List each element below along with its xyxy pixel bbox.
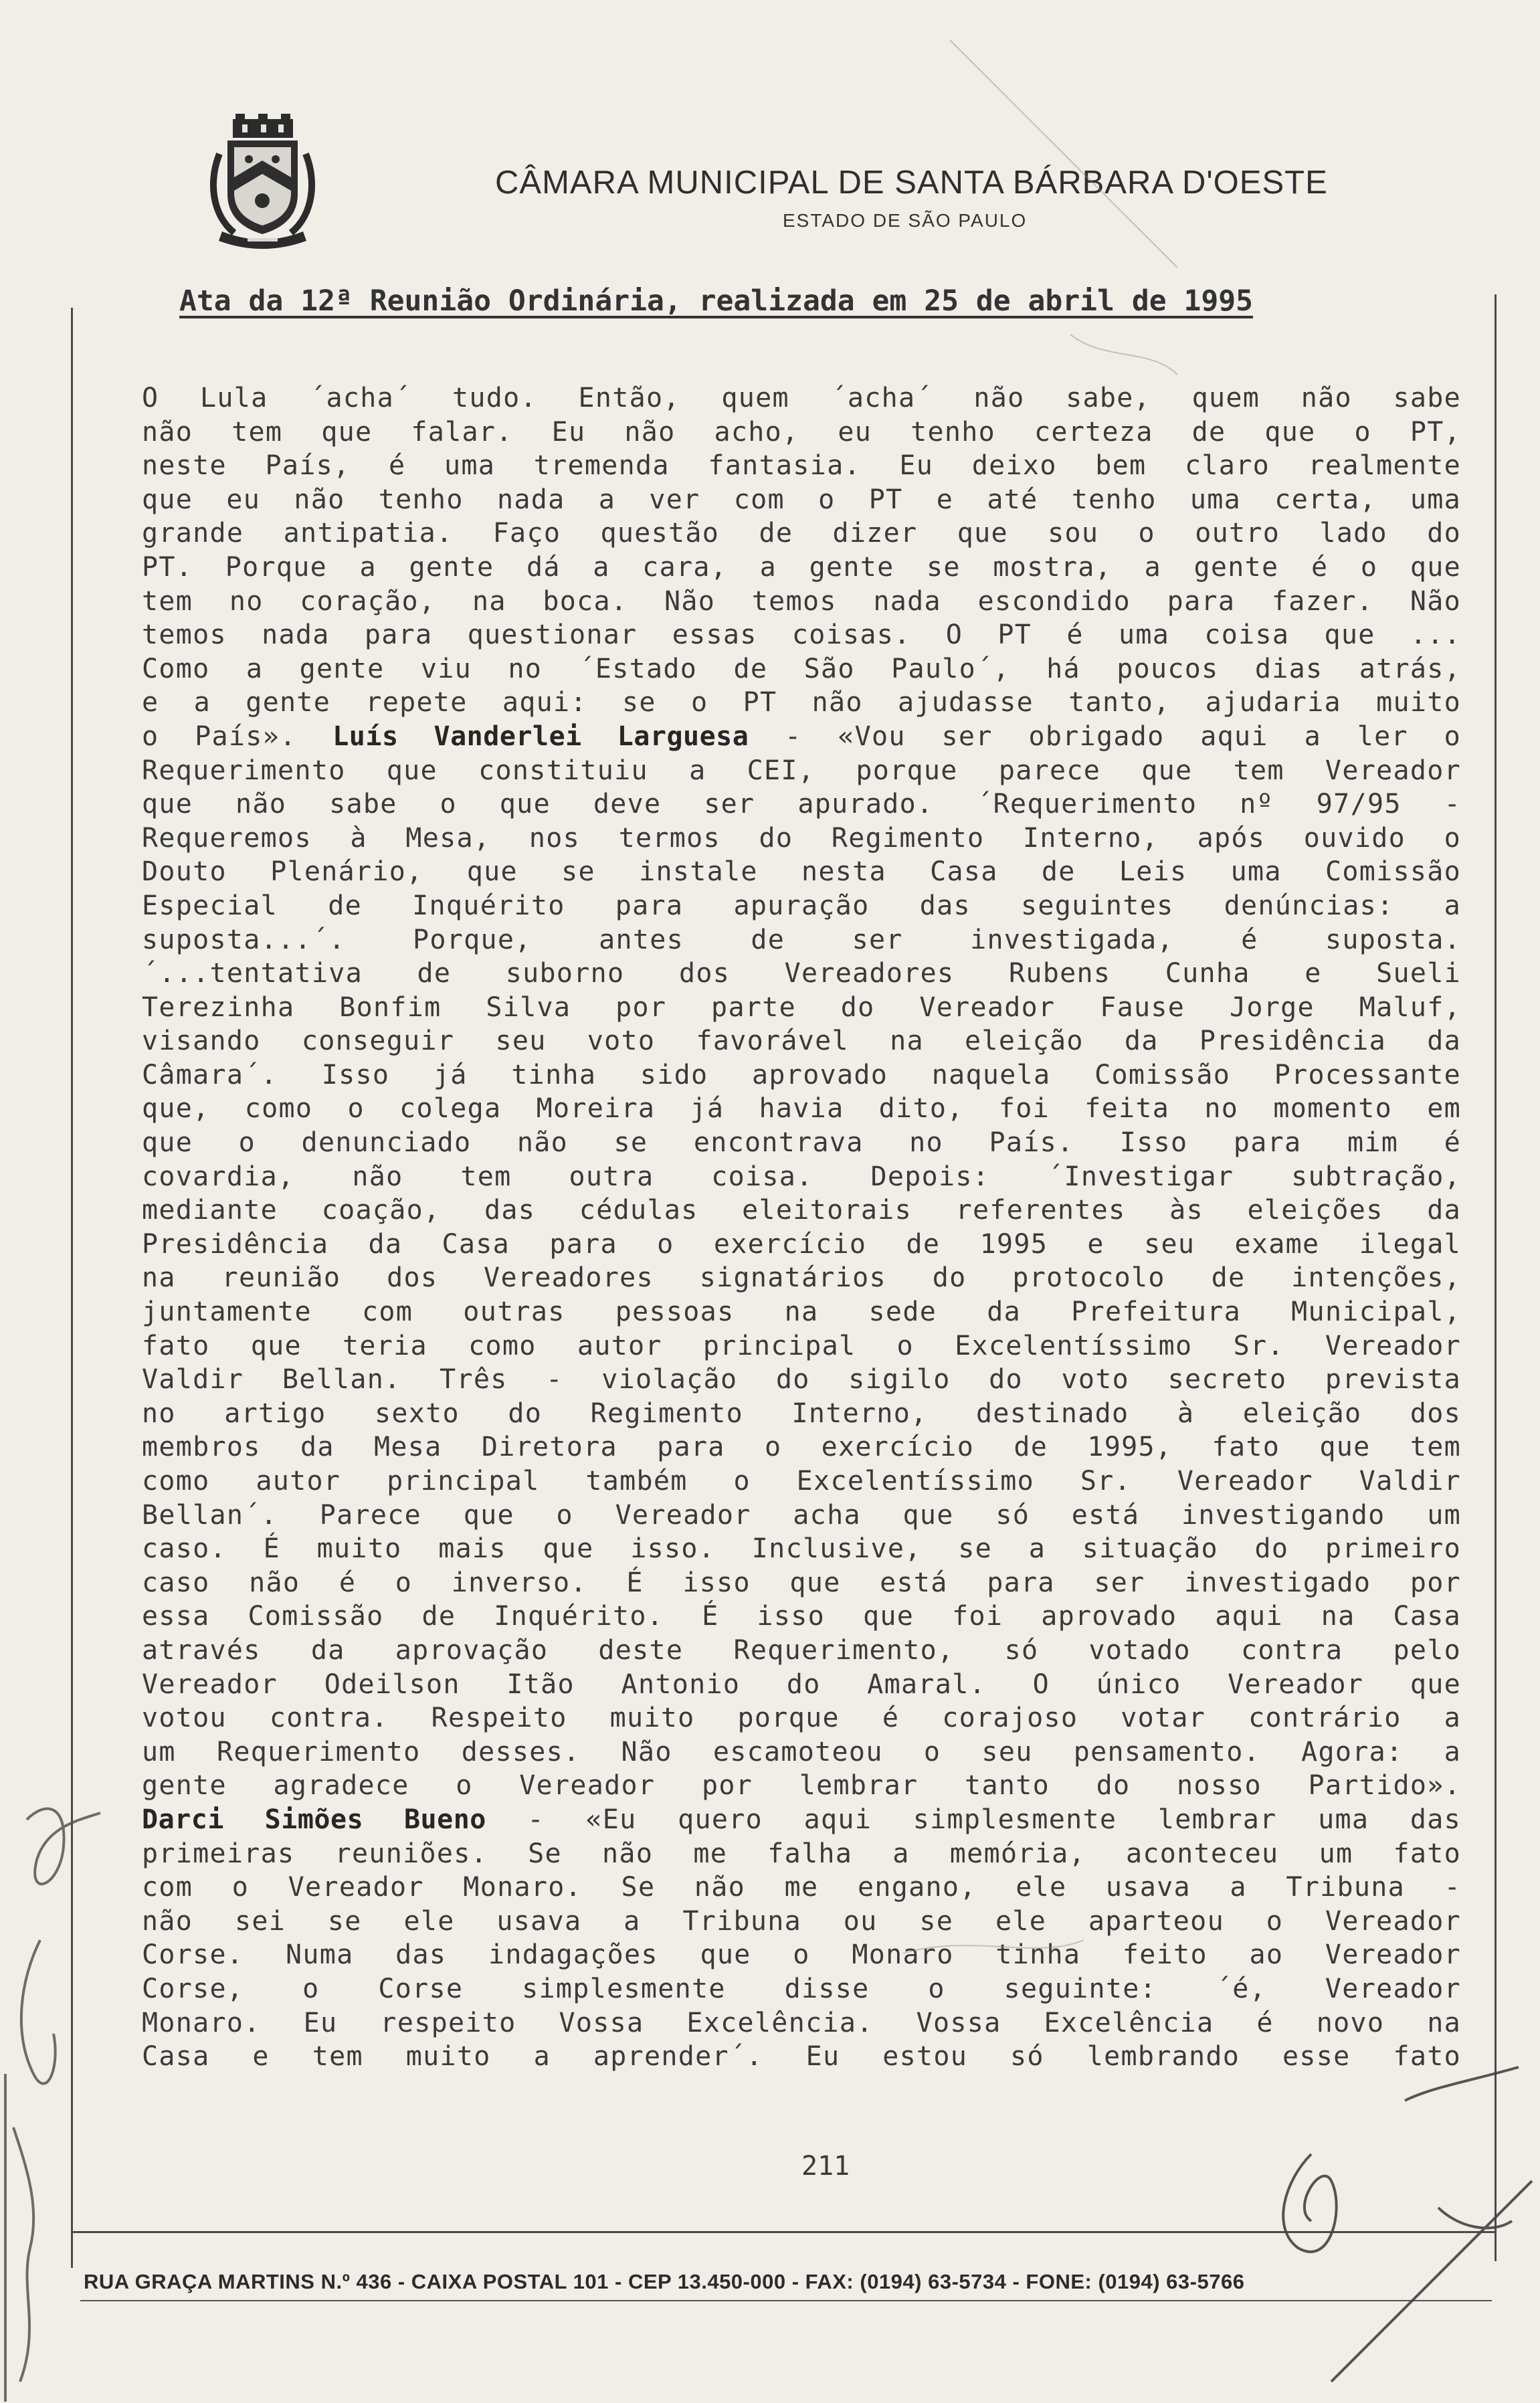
text-line: no artigo sexto do Regimento Interno, destinado à eleição dos: [142, 1398, 1461, 1429]
municipal-coat-of-arms: [207, 114, 318, 251]
text-line: um Requerimento desses. Não escamoteou o seu pensamento. Agora: a: [142, 1736, 1461, 1767]
text-line: ´...tentativa de suborno dos Vereadores Rubens Cunha e Sueli: [142, 958, 1461, 989]
text-fragment: o País».: [142, 720, 333, 752]
right-margin-rule: [1495, 294, 1497, 2261]
signature-left-margin: [5, 1809, 100, 2402]
text-line: que eu não tenho nada a ver com o PT e até tenho uma certa, uma: [142, 484, 1461, 515]
text-line: neste País, é uma tremenda fantasia. Eu deixo bem claro realmente: [142, 450, 1461, 482]
text-line: mediante coação, das cédulas eleitorais referentes às eleições da: [142, 1195, 1461, 1226]
left-margin-rule: [71, 308, 73, 2268]
text-line: Especial de Inquérito para apuração das seguintes denúncias: a: [142, 890, 1461, 921]
text-line: [142, 1803, 1461, 1837]
text-line: que não sabe o que deve ser apurado. ´Requerimento nº 97/95 -: [142, 789, 1461, 820]
institution-name: CÂMARA MUNICIPAL DE SANTA BÁRBARA D'OESTE: [495, 165, 1328, 201]
address-footer: RUA GRAÇA MARTINS N.º 436 - CAIXA POSTAL 101 - CEP 13.450-000 - FAX: (0194) 63-5734 - FONE: (0194) 63-5766: [84, 2270, 1245, 2293]
text-line: juntamente com outras pessoas na sede da Prefeitura Municipal,: [142, 1296, 1461, 1328]
text-line: visando conseguir seu voto favorável na eleição da Presidência da: [142, 1026, 1461, 1057]
page-number: 211: [801, 2151, 850, 2182]
text-line: que, como o colega Moreira já havia dito, foi feita no momento em: [142, 1093, 1461, 1125]
text-line: caso. É muito mais que isso. Inclusive, se a situação do primeiro: [142, 1533, 1461, 1565]
text-line: Terezinha Bonfim Silva por parte do Vereador Fause Jorge Maluf,: [142, 991, 1461, 1023]
text-line: tem no coração, na boca. Não temos nada escondido para fazer. Não: [142, 585, 1461, 617]
text-line: Presidência da Casa para o exercício de 1995 e seu exame ilegal: [142, 1228, 1461, 1260]
text-line: votou contra. Respeito muito porque é corajoso votar contrário a: [142, 1703, 1461, 1734]
text-line: grande antipatia. Faço questão de dizer que sou o outro lado do: [142, 518, 1461, 549]
text-line: essa Comissão de Inquérito. É isso que foi aprovado aqui na Casa: [142, 1601, 1461, 1632]
text-line: como autor principal também o Excelentíssimo Sr. Vereador Valdir: [142, 1466, 1461, 1497]
text-line: [142, 720, 1461, 754]
text-line: na reunião dos Vereadores signatários do protocolo de intenções,: [142, 1262, 1461, 1294]
text-line: membros da Mesa Diretora para o exercício de 1995, fato que tem: [142, 1432, 1461, 1463]
text-line: não tem que falar. Eu não acho, eu tenho certeza de que o PT,: [142, 416, 1461, 448]
text-line: Bellan´. Parece que o Vereador acha que só está investigando um: [142, 1499, 1461, 1531]
text-line: Corse, o Corse simplesmente disse o seguinte: ´é, Vereador: [142, 1973, 1461, 2004]
text-line: e a gente repete aqui: se o PT não ajudasse tanto, ajudaria muito: [142, 687, 1461, 718]
text-line: Valdir Bellan. Três - violação do sigilo do voto secreto prevista: [142, 1364, 1461, 1396]
text-line: Casa e tem muito a aprender´. Eu estou só lembrando esse fato: [142, 2041, 1461, 2073]
text-line: primeiras reuniões. Se não me falha a memória, aconteceu um fato: [142, 1838, 1461, 1869]
text-line: fato que teria como autor principal o Excelentíssimo Sr. Vereador: [142, 1330, 1461, 1361]
text-line: Corse. Numa das indagações que o Monaro tinha feito ao Vereador: [142, 1939, 1461, 1971]
text-line: Requeremos à Mesa, nos termos do Regimento Interno, após ouvido o: [142, 822, 1461, 854]
speaker-name: Luís Vanderlei Larguesa: [332, 720, 749, 752]
text-line: covardia, não tem outra coisa. Depois: ´Investigar subtração,: [142, 1161, 1461, 1192]
text-line: gente agradece o Vereador por lembrar tanto do nosso Partido».: [142, 1770, 1461, 1802]
bottom-rule: [71, 2231, 1496, 2233]
minutes-title: Ata da 12ª Reunião Ordinária, realizada em 25 de abril de 1995: [179, 284, 1254, 318]
text-line: Douto Plenário, que se instale nesta Casa de Leis uma Comissão: [142, 856, 1461, 888]
state-name: ESTADO DE SÃO PAULO: [783, 210, 1028, 231]
text-line: Requerimento que constituiu a CEI, porque parece que tem Vereador: [142, 755, 1461, 786]
text-line: não sei se ele usava a Tribuna ou se ele aparteou o Vereador: [142, 1905, 1461, 1937]
text-line: suposta...´. Porque, antes de ser investigada, é suposta.: [142, 924, 1461, 955]
text-line: PT. Porque a gente dá a cara, a gente se mostra, a gente é o que: [142, 551, 1461, 583]
text-line: que o denunciado não se encontrava no País. Isso para mim é: [142, 1127, 1461, 1159]
speaker-name: Darci Simões Bueno: [142, 1804, 486, 1835]
text-line: Como a gente viu no ´Estado de São Paulo´, há poucos dias atrás,: [142, 653, 1461, 684]
text-fragment: - «Eu quero aqui simplesmente lembrar uma das: [486, 1804, 1461, 1835]
text-fragment: - «Vou ser obrigado aqui a ler o: [749, 720, 1461, 752]
text-line: Câmara´. Isso já tinha sido aprovado naquela Comissão Processante: [142, 1059, 1461, 1090]
text-line: temos nada para questionar essas coisas. O PT é uma coisa que ...: [142, 619, 1461, 651]
text-line: através da aprovação deste Requerimento, só votado contra pelo: [142, 1634, 1461, 1666]
text-line: caso não é o inverso. É isso que está para ser investigado por: [142, 1567, 1461, 1598]
text-line: Vereador Odeilson Itão Antonio do Amaral. O único Vereador que: [142, 1668, 1461, 1700]
text-line: O Lula ´acha´ tudo. Então, quem ´acha´ não sabe, quem não sabe: [142, 383, 1461, 413]
text-line: Monaro. Eu respeito Vossa Excelência. Vossa Excelência é novo na: [142, 2007, 1461, 2038]
minutes-body-text: [142, 381, 1461, 2074]
footer-rule: [80, 2300, 1492, 2301]
text-line: com o Vereador Monaro. Se não me engano, ele usava a Tribuna -: [142, 1872, 1461, 1903]
